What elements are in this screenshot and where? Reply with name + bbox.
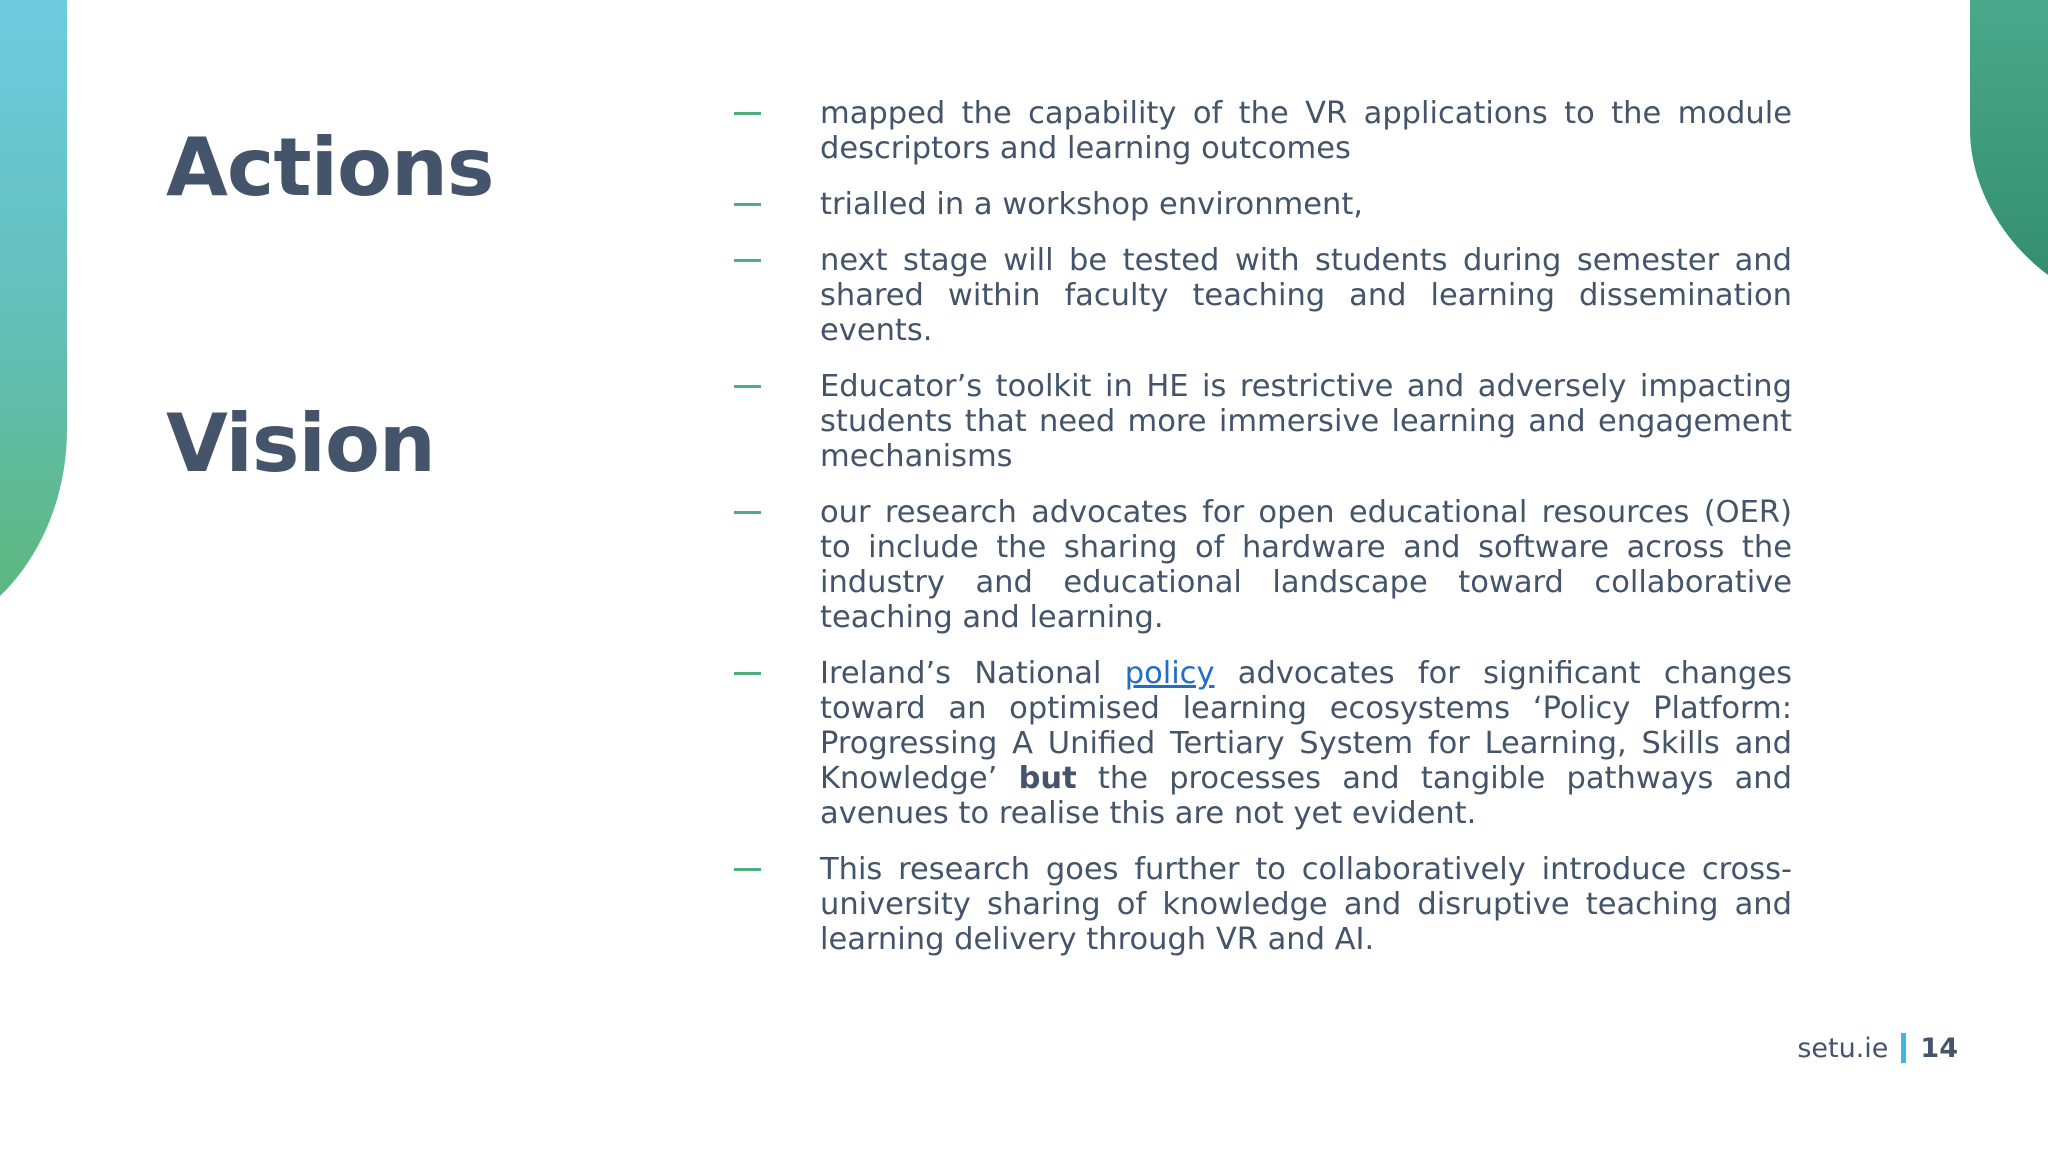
page-number: 14 xyxy=(1920,1032,1958,1064)
bullet-text: Educator’s toolkit in HE is restrictive and adversely impacting students that need more immersive learning and engagement mechanisms xyxy=(820,369,1792,474)
bullet-text-after-link: advocates for significant changes toward an optimised learning ecosystems ‘Policy Platform: Progressing A Unified Tertiary System for Learning, Skills and Knowledge’ xyxy=(820,656,1792,796)
dash-bullet-icon xyxy=(734,385,761,388)
bullet-item xyxy=(734,96,1792,166)
bullet-text: our research advocates for open educational resources (OER) to include the sharing of hardware and software across the industry and educational landscape toward collaborative teaching and learning. xyxy=(820,495,1792,635)
dash-bullet-icon xyxy=(734,203,761,206)
bullet-text: mapped the capability of the VR applications to the module descriptors and learning outcomes xyxy=(820,96,1792,166)
bullet-item xyxy=(734,243,1792,348)
bullet-text-before-link: Ireland’s National xyxy=(820,656,1125,691)
left-decorative-shape xyxy=(0,0,67,597)
bullet-item xyxy=(734,495,1792,635)
bullet-text: This research goes further to collaboratively introduce cross-university sharing of knowledge and disruptive teaching and learning delivery through VR and AI. xyxy=(820,852,1792,957)
bullet-text: trialled in a workshop environment, xyxy=(820,187,1363,222)
bullet-text-end: the processes and tangible pathways and avenues to realise this are not yet evident. xyxy=(820,761,1792,831)
bold-emphasis-text: but xyxy=(1018,761,1077,796)
bullet-item xyxy=(734,369,1792,474)
bullet-item xyxy=(734,187,1792,222)
policy-link[interactable]: policy xyxy=(1124,656,1215,691)
bullet-text xyxy=(820,656,1792,831)
vision-heading: Vision xyxy=(166,397,435,490)
slide-footer xyxy=(1797,1031,1958,1065)
footer-site: setu.ie xyxy=(1797,1032,1889,1064)
right-decorative-shape xyxy=(1970,0,2048,275)
dash-bullet-icon xyxy=(734,259,761,262)
bullet-text: next stage will be tested with students during semester and shared within faculty teaching and learning dissemination events. xyxy=(820,243,1792,348)
dash-bullet-icon xyxy=(734,112,761,115)
dash-bullet-icon xyxy=(734,511,761,514)
actions-heading: Actions xyxy=(166,121,494,214)
dash-bullet-icon xyxy=(734,868,761,871)
bullet-list xyxy=(734,96,1792,978)
footer-separator xyxy=(1901,1033,1906,1063)
bullet-item xyxy=(734,852,1792,957)
bullet-item xyxy=(734,656,1792,831)
dash-bullet-icon xyxy=(734,672,761,675)
